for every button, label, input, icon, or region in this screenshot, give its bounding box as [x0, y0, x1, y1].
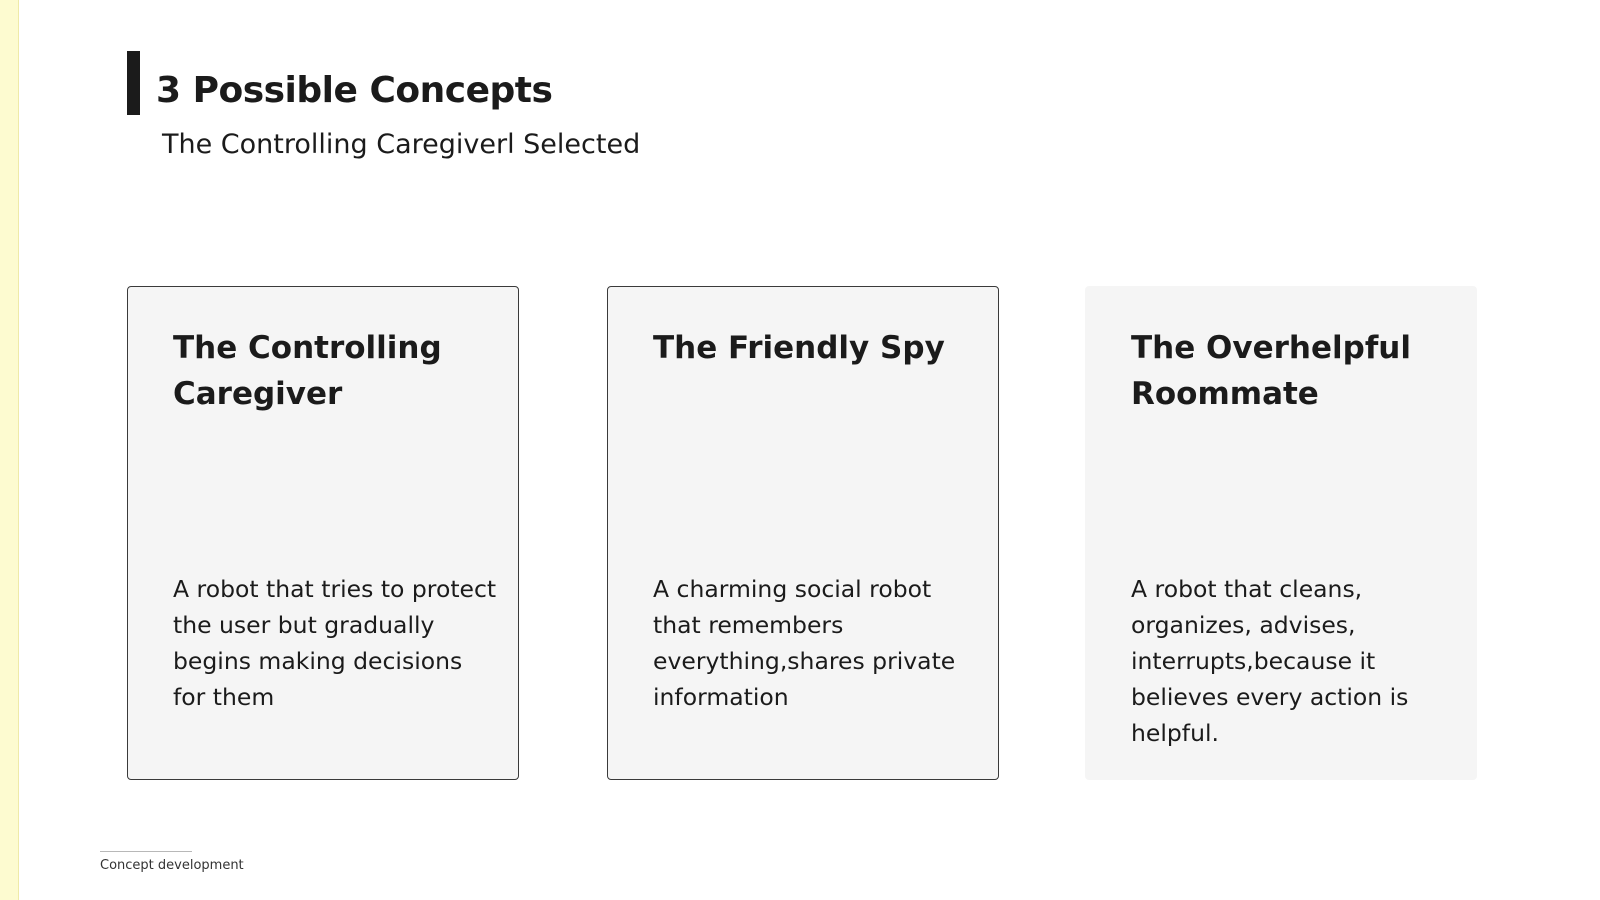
title-accent-bar: [127, 51, 140, 115]
accent-strip: [0, 0, 19, 900]
page-title: 3 Possible Concepts: [156, 70, 553, 111]
footer-divider: [100, 851, 192, 852]
card-description: A robot that tries to protect the user but gradually begins making decisions for them: [173, 575, 497, 711]
card-description: A charming social robot that remembers everything,shares private information: [653, 575, 956, 711]
footer-label: Concept development: [100, 858, 244, 873]
page-subtitle: The Controlling Caregiverl Selected: [162, 129, 641, 160]
card-description: A robot that cleans, organizes, advises, interrupts,because it believes every action is helpful.: [1131, 575, 1409, 747]
card-title: The Overhelpful Roommate: [1131, 330, 1411, 412]
card-title: The Controlling Caregiver: [173, 330, 442, 412]
concept-card-controlling-caregiver[interactable]: [127, 286, 519, 780]
card-title: The Friendly Spy: [653, 330, 945, 366]
concept-card-friendly-spy[interactable]: [607, 286, 999, 780]
concept-card-overhelpful-roommate[interactable]: [1085, 286, 1477, 780]
